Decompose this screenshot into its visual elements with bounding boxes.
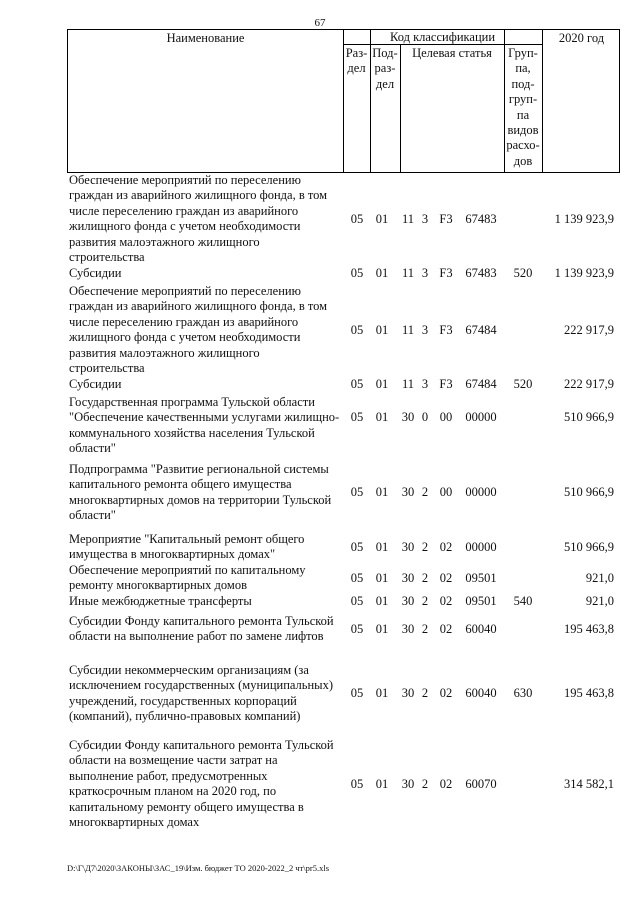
code-c2: 2 [421,622,429,636]
code-pr: 01 [375,594,389,608]
code-c4: 00000 [465,485,497,499]
row-name [69,462,347,524]
row-name [69,377,347,392]
code-c3: 02 [439,571,453,585]
row-name [69,395,347,457]
code-c3: 02 [439,777,453,791]
row-name-line: капитальному ремонту общего имущества в [69,799,304,814]
code-c3: 02 [439,622,453,636]
amount: 921,0 [585,571,614,585]
code-c3: F3 [439,377,453,391]
code-pr: 01 [375,323,389,337]
row-name-line: выполнение работ, предусмотренных [69,768,268,783]
code-c2: 2 [421,571,429,585]
row-name-line: Субсидии Фонду капитального ремонта Тульской [69,614,334,628]
code-rz: 05 [350,323,364,337]
amount: 1 139 923,9 [554,266,614,280]
code-c1: 30 [401,686,415,700]
code-c1: 11 [401,212,415,226]
row-name-line: области" [69,441,116,456]
row-name [69,738,347,830]
code-vr: 520 [513,377,533,391]
row-name-line: Субсидии [69,266,122,280]
header-divider [400,45,401,172]
code-c1: 30 [401,410,415,424]
row-name-line: краткосрочным планом на 2020 год, по [69,784,277,799]
code-c1: 11 [401,266,415,280]
code-pr: 01 [375,686,389,700]
row-name-line: жилищного фонда с учетом необходимости [69,219,301,234]
row-name-line: развития малоэтажного жилищного [69,345,260,360]
code-c2: 2 [421,540,429,554]
amount: 510 966,9 [564,410,614,424]
table-header [67,29,620,173]
row-name-line: Обеспечение мероприятий по переселению [69,284,301,298]
row-name-line: Мероприятие "Капитальный ремонт общего [69,532,305,546]
row-name-line: (компаний), публично-правовых компаний) [69,709,301,724]
code-pr: 01 [375,540,389,554]
code-c3: 02 [439,686,453,700]
header-razdel: Раз- дел [345,46,368,76]
code-c1: 30 [401,571,415,585]
code-c2: 0 [421,410,429,424]
row-name-line: Субсидии Фонду капитального ремонта Тульской [69,738,334,752]
row-name-line: строительства [69,361,145,376]
code-c1: 11 [401,323,415,337]
code-c3: F3 [439,323,453,337]
amount: 314 582,1 [564,777,614,791]
row-name [69,532,347,563]
row-name-line: Субсидии некоммерческим организациям (за [69,663,309,677]
row-name-line: имущества в многоквартирных домах" [69,547,276,562]
code-c1: 30 [401,594,415,608]
code-c2: 3 [421,266,429,280]
row-name-line: числе переселению граждан из аварийного [69,314,299,329]
code-rz: 05 [350,377,364,391]
row-name-line: области на выполнение работ по замене лифтов [69,629,324,644]
code-c4: 67483 [465,212,497,226]
header-podrazdel: Под- раз- дел [372,46,398,91]
code-rz: 05 [350,410,364,424]
code-vr: 630 [513,686,533,700]
code-c4: 00000 [465,410,497,424]
code-c2: 3 [421,377,429,391]
code-rz: 05 [350,571,364,585]
code-rz: 05 [350,212,364,226]
row-name [69,663,347,725]
code-c1: 30 [401,540,415,554]
code-c3: 00 [439,485,453,499]
row-name-line: многоквартирных домов на территории Тульской [69,492,332,507]
code-c4: 00000 [465,540,497,554]
code-pr: 01 [375,212,389,226]
code-c2: 3 [421,323,429,337]
code-rz: 05 [350,777,364,791]
code-pr: 01 [375,485,389,499]
code-c2: 2 [421,485,429,499]
code-c3: F3 [439,266,453,280]
code-pr: 01 [375,777,389,791]
code-c3: 02 [439,594,453,608]
row-name-line: развития малоэтажного жилищного [69,234,260,249]
row-name-line: Государственная программа Тульской области [69,395,315,409]
code-c4: 60040 [465,686,497,700]
row-name [69,614,347,645]
code-c1: 11 [401,377,415,391]
code-pr: 01 [375,377,389,391]
row-name [69,266,347,281]
code-pr: 01 [375,410,389,424]
code-rz: 05 [350,266,364,280]
row-name-line: капитального ремонта общего имущества [69,477,292,492]
code-c2: 2 [421,777,429,791]
amount: 510 966,9 [564,485,614,499]
amount: 1 139 923,9 [554,212,614,226]
header-year: 2020 год [558,31,605,45]
code-c3: 02 [439,540,453,554]
code-c1: 30 [401,777,415,791]
row-name-line: многоквартирных домах [69,815,200,830]
code-rz: 05 [350,622,364,636]
code-c4: 09501 [465,594,497,608]
row-name-line: Обеспечение мероприятий по переселению [69,173,301,187]
row-name [69,563,347,594]
code-pr: 01 [375,622,389,636]
code-c4: 60040 [465,622,497,636]
code-c2: 2 [421,686,429,700]
header-name: Наименование [166,31,245,45]
row-name [69,173,347,265]
code-pr: 01 [375,266,389,280]
row-name-line: учреждений, государственных корпораций [69,693,297,708]
row-name-line: исключением государственных (муниципальных) [69,678,333,693]
row-name-line: граждан из аварийного жилищного фонда, в том [69,188,328,203]
header-classification: Код классификации [389,30,496,44]
code-c2: 3 [421,212,429,226]
page-number: 67 [314,17,326,29]
amount: 222 917,9 [564,323,614,337]
amount: 510 966,9 [564,540,614,554]
header-target: Целевая статья [412,46,492,60]
row-name-line: "Обеспечение качественными услугами жилищно- [69,410,340,425]
row-name-line: ремонту многоквартирных домов [69,578,247,593]
code-c3: F3 [439,212,453,226]
code-c4: 67483 [465,266,497,280]
code-c3: 00 [439,410,453,424]
amount: 195 463,8 [564,622,614,636]
code-c4: 60070 [465,777,497,791]
code-c4: 09501 [465,571,497,585]
amount: 921,0 [585,594,614,608]
header-divider [542,30,543,172]
code-vr: 520 [513,266,533,280]
code-rz: 05 [350,485,364,499]
amount: 195 463,8 [564,686,614,700]
row-name [69,594,347,609]
row-name-line: числе переселению граждан из аварийного [69,203,299,218]
code-pr: 01 [375,571,389,585]
header-group: Груп- па, под- груп- па видов расхо- дов [506,46,540,168]
amount: 222 917,9 [564,377,614,391]
code-rz: 05 [350,686,364,700]
row-name-line: Субсидии [69,377,122,391]
code-c1: 30 [401,622,415,636]
row-name-line: области" [69,508,116,523]
code-c4: 67484 [465,377,497,391]
row-name-line: Иные межбюджетные трансферты [69,594,252,608]
row-name-line: граждан из аварийного жилищного фонда, в том [69,299,328,314]
code-c2: 2 [421,594,429,608]
row-name-line: Обеспечение мероприятий по капитальному [69,563,306,577]
row-name-line: Подпрограмма "Развитие региональной системы [69,462,329,476]
code-rz: 05 [350,594,364,608]
row-name-line: коммунального хозяйства населения Тульской [69,425,315,440]
row-name-line: строительства [69,250,145,265]
row-name [69,284,347,376]
row-name-line: области на возмещение части затрат на [69,753,278,768]
code-c4: 67484 [465,323,497,337]
row-name-line: жилищного фонда с учетом необходимости [69,330,301,345]
file-path-footer: D:\Г\Д7\2020\ЗАКОНЫ\ЗАС_19\Изм. бюджет ТО 2020-2022_2 чт\pr5.xls [67,863,330,873]
code-c1: 30 [401,485,415,499]
code-rz: 05 [350,540,364,554]
code-vr: 540 [513,594,533,608]
